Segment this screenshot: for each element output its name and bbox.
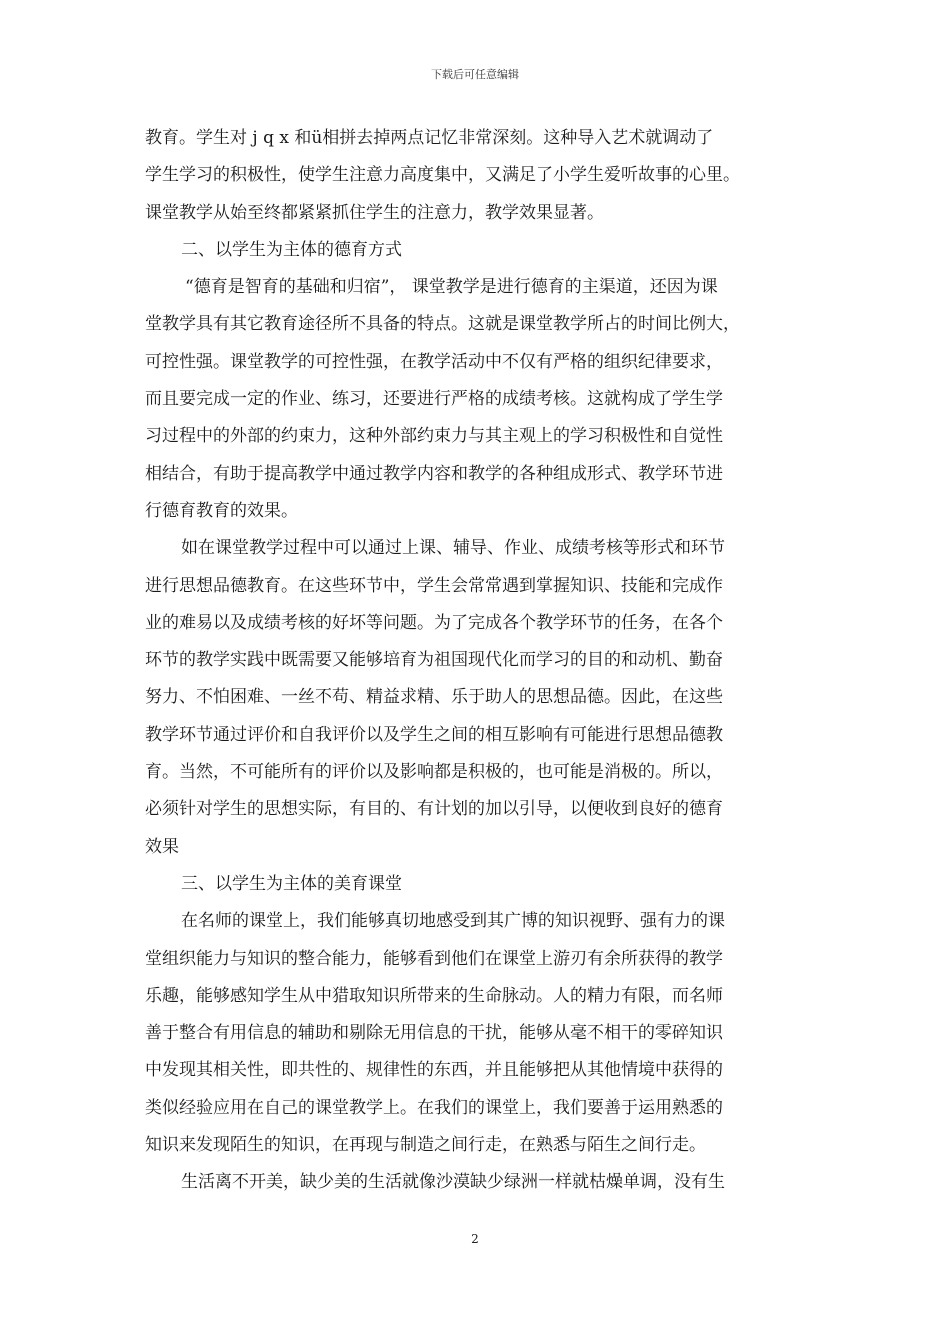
text-line: 行德育教育的效果。 — [145, 500, 298, 521]
page-header: 下载后可任意编辑 — [431, 68, 519, 81]
text-line: 进行思想品德教育。在这些环节中，学生会常常遇到掌握知识、技能和完成作 — [145, 575, 723, 596]
text-line: 教学环节通过评价和自我评价以及学生之间的相互影响有可能进行思想品德教 — [145, 724, 723, 745]
text-line: 而且要完成一定的作业、练习，还要进行严格的成绩考核。这就构成了学生学 — [145, 389, 723, 410]
text-line: 乐趣，能够感知学生从中猎取知识所带来的生命脉动。人的精力有限，而名师 — [145, 985, 723, 1006]
text-line: 在名师的课堂上，我们能够真切地感受到其广博的知识视野、强有力的课 — [181, 911, 725, 932]
text-line: 必须针对学生的思想实际，有目的、有计划的加以引导，以便收到良好的德育 — [145, 799, 723, 820]
text-line: 堂组织能力与知识的整合能力，能够看到他们在课堂上游刃有余所获得的教学 — [145, 948, 723, 969]
text-line: 努力、不怕困难、一丝不苟、精益求精、乐于助人的思想品德。因此，在这些 — [145, 687, 723, 708]
text-line: 教育。学生对 j q x 和ü相拼去掉两点记忆非常深刻。这种导入艺术就调动了 — [145, 128, 714, 148]
text-line: 学生学习的积极性，使学生注意力高度集中，又满足了小学生爱听故事的心里。 — [145, 165, 740, 186]
text-line: 育。当然，不可能所有的评价以及影响都是积极的，也可能是消极的。所以， — [145, 762, 723, 783]
text-line: 堂教学具有其它教育途径所不具备的特点。这就是课堂教学所占的时间比例大， — [145, 314, 740, 335]
section-heading: 二、以学生为主体的德育方式 — [181, 239, 402, 260]
text-line: 课堂教学从始至终都紧紧抓住学生的注意力，教学效果显著。 — [145, 202, 604, 223]
text-line: 可控性强。课堂教学的可控性强，在教学活动中不仅有严格的组织纪律要求， — [145, 351, 723, 372]
text-line: 知识来发现陌生的知识，在再现与制造之间行走，在熟悉与陌生之间行走。 — [145, 1135, 706, 1156]
section-heading: 三、以学生为主体的美育课堂 — [181, 873, 402, 894]
text-line: 业的难易以及成绩考核的好坏等问题。为了完成各个教学环节的任务，在各个 — [145, 612, 723, 633]
page-number: 2 — [471, 1232, 479, 1246]
text-line: 善于整合有用信息的辅助和剔除无用信息的干扰，能够从毫不相干的零碎知识 — [145, 1023, 723, 1044]
text-line: “德育是智育的基础和归宿”， 课堂教学是进行德育的主渠道，还因为课 — [185, 277, 718, 298]
text-line: 中发现其相关性，即共性的、规律性的东西，并且能够把从其他情境中获得的 — [145, 1060, 723, 1081]
text-line: 类似经验应用在自己的课堂教学上。在我们的课堂上，我们要善于运用熟悉的 — [145, 1097, 723, 1118]
text-line: 相结合，有助于提高教学中通过教学内容和教学的各种组成形式、教学环节进 — [145, 463, 723, 484]
document-body — [145, 120, 810, 1202]
text-line: 习过程中的外部的约束力，这种外部约束力与其主观上的学习积极性和自觉性 — [145, 426, 723, 447]
text-line: 如在课堂教学过程中可以通过上课、辅导、作业、成绩考核等形式和环节 — [181, 538, 725, 559]
text-line: 效果 — [145, 836, 179, 857]
text-line: 环节的教学实践中既需要又能够培育为祖国现代化而学习的目的和动机、勤奋 — [145, 650, 723, 671]
text-line: 生活离不开美，缺少美的生活就像沙漠缺少绿洲一样就枯燥单调，没有生 — [181, 1172, 725, 1193]
